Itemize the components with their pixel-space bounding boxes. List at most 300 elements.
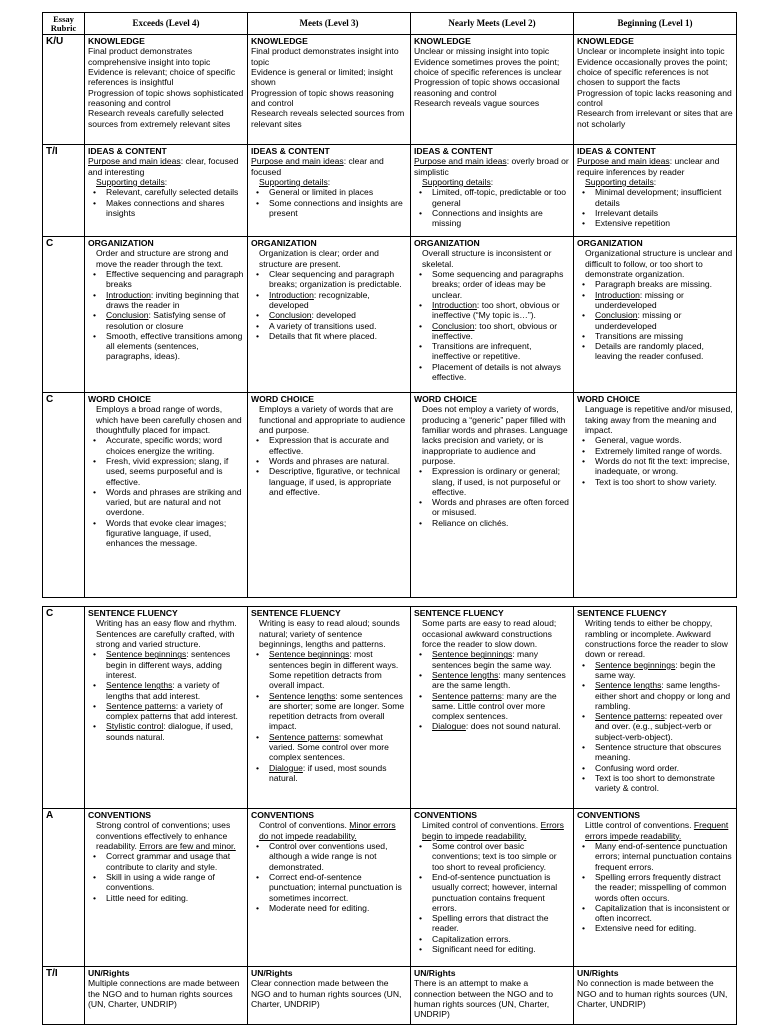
purpose-label: Purpose and main ideas [88,156,181,167]
list-item: • Relevant, carefully selected details [88,187,244,197]
list-item: • Makes connections and shares insights [88,198,244,219]
list-item [414,362,570,383]
descriptor-list [577,187,733,228]
list-item-text: : does not sound natural. [465,721,561,732]
intro-text: Language is repetitive and/or misused, taking away from the meaning and impact. [585,404,733,435]
rubric-cell [85,607,248,809]
list-item-text: : missing or underdeveloped [595,289,684,310]
criterion-title: CONVENTIONS [414,810,478,820]
supporting-details-line: Supporting details: [585,176,657,187]
rubric-cell [574,607,737,809]
supporting-details-label: Supporting details [585,176,654,187]
descriptor-intro [251,618,407,649]
level-3-heading: Meets (Level 3) [248,13,411,35]
list-item-label: Sentence beginnings [106,649,187,660]
list-item: • Reliance on clichés. [414,518,570,528]
rubric-cell [248,145,411,237]
intro-text: Little control of conventions. [585,820,694,831]
purpose-text: : unclear and require inferences by reader [577,156,720,177]
list-item-label: Conclusion [432,320,475,331]
list-item-text: : most sentences begin in different ways. Some repetition detracts from overall impact. [269,649,399,691]
supporting-details-label: Supporting details [259,176,328,187]
descriptor-list [414,187,570,228]
purpose-label: Purpose and main ideas [251,156,344,167]
criterion-title: ORGANIZATION [414,238,480,248]
list-item-text: : too short, obvious or ineffective. [432,320,558,341]
descriptor-intro [577,820,733,841]
intro-text: Employs a variety of words that are functional and appropriate to audience and purpose. [259,404,406,435]
supporting-details-label: Supporting details [422,176,491,187]
list-item-text: Text is too short to demonstrate variety & control. [595,773,715,794]
list-item-text: : if used, most sounds natural. [269,762,387,783]
intro-emphasis: Errors begin to impede readability. [422,820,564,841]
list-item [88,331,244,362]
list-item-text: : somewhat varied. Some control over more complex sentences. [269,731,389,763]
list-item: • Some connections and insights are present [251,198,407,219]
criterion-title: IDEAS & CONTENT [414,146,493,156]
descriptor-list [577,435,733,487]
rubric-cell [248,607,411,809]
list-item-text: : inviting beginning that draws the reader in [106,289,239,310]
rubric-cell [411,809,574,967]
descriptor-intro [251,404,407,435]
criterion-title: SENTENCE FLUENCY [414,608,504,618]
descriptor-list [577,841,733,934]
purpose-text: : clear, focused and interesting [88,156,239,177]
descriptor-list [414,841,570,954]
descriptor-intro [251,820,407,841]
list-item: • Irrelevant details [577,208,733,218]
list-item: • Control over conventions used, although a wide range is not demonstrated. [251,841,407,872]
rubric-row [43,967,737,1025]
descriptor-list [251,269,407,341]
list-item-label: Conclusion [106,310,149,321]
rubric-cell [411,967,574,1025]
descriptor-intro [414,248,570,269]
list-item-text: : a variety of complex patterns that add interest. [106,700,238,722]
criterion-title: ORGANIZATION [251,238,317,248]
list-item-text: : missing or underdeveloped [595,310,682,331]
criterion-title: UN/Rights [251,968,293,978]
descriptor-intro [414,618,570,649]
criterion-title: UN/Rights [577,968,619,978]
list-item: • Descriptive, figurative, or technical language, if used, is appropriate and effective. [251,466,407,497]
list-item: • Limited, off-topic, predictable or too general [414,187,570,208]
list-item-label: Introduction [106,289,151,300]
purpose-text: : clear and focused [251,156,384,177]
list-item [577,660,733,681]
list-item [577,773,733,794]
descriptor-line: Research from irrelevant or sites that are not scholarly [577,108,733,129]
intro-emphasis: Frequent errors impede readability. [585,820,729,841]
rubric-cell [85,393,248,598]
descriptor-line: Evidence sometimes proves the point; choice of specific references is unclear [414,56,562,77]
list-item-text: : many sentences are the same length. [432,669,566,691]
list-item [88,701,244,722]
list-item-label: Stylistic control [106,721,164,732]
list-item-text: : many sentences begin the same way. [432,649,552,670]
list-item [251,269,407,290]
list-item: • Expression that is accurate and effective. [251,435,407,456]
descriptor-line: Progression of topic shows sophisticated reasoning and control [88,87,244,108]
descriptor-line: Evidence is general or limited; insight shown [251,66,393,88]
rubric-table-part-2 [42,606,737,1025]
criterion-title: WORD CHOICE [577,394,641,404]
list-item [414,269,570,300]
list-item: • Little need for editing. [88,893,244,903]
rubric-cell [574,145,737,237]
descriptor-intro [88,618,244,649]
list-item-text: Details are randomly placed, leaving the reader confused. [595,341,704,362]
list-item [414,321,570,342]
rubric-cell [248,35,411,145]
list-item-text: Effective sequencing and paragraph breaks [106,268,244,290]
rubric-cell [248,809,411,967]
descriptor-intro [577,248,733,279]
descriptor-list [88,851,244,903]
list-item [88,649,244,680]
purpose-line [577,156,733,177]
rubric-cell [574,35,737,145]
criterion-title: KNOWLEDGE [577,36,634,46]
criterion-title: UN/Rights [88,968,130,978]
criterion-title: SENTENCE FLUENCY [577,608,667,618]
list-item: • Expression is ordinary or general; slang, if used, is not purposeful or effective. [414,466,570,497]
descriptor-line: Multiple connections are made between the NGO and to human rights sources (UN, Charter, UNDRIP) [88,978,240,1009]
list-item [251,649,407,690]
list-item: • End-of-sentence punctuation is usually correct; however, internal punctuation contains frequent errors. [414,872,570,913]
rubric-row [43,809,737,967]
list-item: • Spelling errors that distract the reader. [414,913,570,934]
supporting-details-label: Supporting details [96,176,165,187]
list-item-text: Clear sequencing and paragraph breaks; organization is predictable. [269,268,402,290]
list-item-text: : some sentences are shorter; some are longer. Some repetition detracts from overall impact. [269,690,405,732]
list-item: • Words and phrases are striking and varied, but are natural and not overdone. [88,487,244,518]
list-item [414,649,570,670]
list-item: • Capitalization errors. [414,934,570,944]
list-item [414,721,570,731]
descriptor-list [88,269,244,362]
list-item: • Moderate need for editing. [251,903,407,913]
list-item-label: Sentence patterns [269,731,339,742]
criterion-title: KNOWLEDGE [88,36,145,46]
rubric-corner-label: Essay Rubric [43,13,85,35]
category-code: T/I [43,145,85,237]
list-item: • Words and phrases are natural. [251,456,407,466]
criterion-title: UN/Rights [414,968,456,978]
list-item-text: Confusing word order. [595,762,680,773]
list-item-label: Sentence lengths [595,680,662,691]
list-item: • General, vague words. [577,435,733,445]
list-item-text: : a variety of lengths that add interest. [106,680,220,701]
list-item-text: Transitions are infrequent, ineffective or repetitive. [432,341,532,362]
descriptor-line: Progression of topic shows reasoning and control [251,87,394,108]
list-item-text: : dialogue, if used, sounds natural. [106,721,234,742]
rubric-cell [248,967,411,1025]
list-item: • Spelling errors frequently distract the reader; misspelling of common words often occurs. [577,872,733,903]
rubric-cell [411,237,574,393]
intro-text: Control of conventions. [259,820,350,831]
list-item-text: : same lengths- either short and choppy or long and rambling. [595,680,731,711]
list-item [251,331,407,341]
list-item-label: Sentence patterns [595,711,665,722]
descriptor-intro [88,248,244,269]
rubric-row [43,607,737,809]
descriptor-intro [577,404,733,435]
list-item-label: Sentence beginnings [269,649,350,660]
list-item: • Minimal development; insufficient details [577,187,733,208]
category-code: C [43,237,85,393]
criterion-title: ORGANIZATION [88,238,154,248]
category-code: C [43,393,85,598]
rubric-row [43,35,737,145]
rubric-row [43,145,737,237]
rubric-cell [574,809,737,967]
list-item [251,763,407,784]
rubric-row [43,237,737,393]
criterion-title: WORD CHOICE [414,394,478,404]
purpose-line [414,156,570,177]
criterion-title: WORD CHOICE [88,394,152,404]
list-item: • General or limited in places [251,187,407,197]
descriptor-list [88,649,244,742]
rubric-cell [574,237,737,393]
list-item: • Words that evoke clear images; figurative language, if used, enhances the message. [88,518,244,549]
list-item: • Connections and insights are missing [414,208,570,229]
descriptor-line: Research reveals selected sources from relevant sites [251,108,405,129]
list-item-text: : Satisfying sense of resolution or closure [106,310,226,331]
rubric-header-row [43,13,737,35]
list-item-label: Sentence beginnings [432,649,513,660]
descriptor-line: Research reveals carefully selected sources from extremely relevant sites [88,108,231,129]
intro-text: Some parts are easy to read aloud; occasional awkward constructions force the reader to slow down. [422,618,557,649]
list-item-label: Introduction [269,289,314,300]
rubric-cell [411,607,574,809]
purpose-text: : overly broad or simplistic [414,156,569,177]
level-4-heading: Exceeds (Level 4) [85,13,248,35]
list-item-text: : recognizable, developed [269,289,370,310]
list-item: • Skill in using a wide range of conventions. [88,872,244,893]
list-item [414,691,570,722]
list-item: • Many end-of-sentence punctuation errors; internal punctuation contains frequent errors. [577,841,733,872]
intro-text: Employs a broad range of words, which have been carefully chosen and thoughtfully placed for impact. [96,404,242,435]
list-item [577,290,733,311]
descriptor-intro [414,820,570,841]
intro-emphasis: Errors are few and minor. [139,840,236,851]
descriptor-intro [251,248,407,269]
list-item: • Fresh, vivid expression; slang, if used, seems purposeful and is effective. [88,456,244,487]
descriptor-intro [414,404,570,466]
list-item-text: A variety of transitions used. [269,320,377,331]
list-item-text: : developed [311,310,356,321]
list-item-text: Details that fit where placed. [269,330,377,341]
list-item [88,269,244,290]
rubric-cell [411,393,574,598]
list-item-text: Smooth, effective transitions among all elements (sentences, paragraphs, ideas). [106,330,243,362]
descriptor-line: There is an attempt to make a connection between the NGO and to human rights sources (UN, Charter, UNDRIP) [414,978,554,1020]
list-item-text: Placement of details is not always effective. [432,361,561,383]
list-item [251,310,407,320]
list-item [251,321,407,331]
list-item-text: : too short, obvious or ineffective (“My topic is…”). [432,299,560,321]
criterion-title: CONVENTIONS [251,810,315,820]
list-item [88,310,244,331]
list-item-text: Paragraph breaks are missing. [595,279,713,290]
list-item-label: Sentence beginnings [595,659,676,670]
list-item [88,680,244,701]
descriptor-line: Research reveals vague sources [414,97,540,108]
descriptor-line: Progression of topic lacks reasoning and control [577,87,732,108]
level-2-heading: Nearly Meets (Level 2) [411,13,574,35]
level-1-heading: Beginning (Level 1) [574,13,737,35]
criterion-title: SENTENCE FLUENCY [251,608,341,618]
criterion-title: CONVENTIONS [88,810,152,820]
list-item-text: : sentences begin in different ways, adding interest. [106,649,231,680]
list-item-label: Sentence lengths [106,680,173,691]
list-item: • Capitalization that is inconsistent or often incorrect. [577,903,733,924]
criterion-title: IDEAS & CONTENT [251,146,330,156]
criterion-title: ORGANIZATION [577,238,643,248]
intro-text: Limited control of conventions. [422,820,541,831]
list-item-label: Sentence lengths [432,669,499,680]
rubric-cell [85,35,248,145]
category-code: A [43,809,85,967]
list-item-text: Sentence structure that obscures meaning. [595,742,722,763]
rubric-cell [85,809,248,967]
descriptor-list [251,841,407,913]
purpose-label: Purpose and main ideas [414,156,507,167]
list-item-label: Sentence lengths [269,690,336,701]
descriptor-intro [88,404,244,435]
list-item [577,310,733,331]
list-item [414,670,570,691]
descriptor-list [414,466,570,528]
intro-emphasis: Minor errors do not impede readability. [259,820,396,841]
list-item [577,279,733,289]
descriptor-line: Final product demonstrates insight into topic [251,46,399,67]
rubric-cell [85,237,248,393]
descriptor-list [414,649,570,732]
intro-text: Organizational structure is unclear and difficult to follow, or too short to demonstrate organization. [585,248,733,279]
rubric-cell [574,967,737,1025]
list-item [251,732,407,763]
list-item: • Some control over basic conventions; text is too simple or too short to reveal proficiency. [414,841,570,872]
descriptor-line: Final product demonstrates comprehensive insight into topic [88,46,211,67]
criterion-title: CONVENTIONS [577,810,641,820]
list-item: • Correct end-of-sentence punctuation; internal punctuation is sometimes incorrect. [251,872,407,903]
intro-text: Strong control of conventions; uses conventions effectively to enhance readability. [96,820,231,851]
list-item-text: : repeated over and over. (e.g., subject-verb or subject-verb-object). [595,711,723,742]
descriptor-line: No connection is made between the NGO and to human rights sources (UN, Charter, UNDRIP) [577,978,728,1009]
descriptor-list [251,435,407,497]
descriptor-list [251,187,407,218]
criterion-title: IDEAS & CONTENT [577,146,656,156]
list-item-text: : begin the same way. [595,659,716,680]
list-item [577,711,733,742]
list-item [577,680,733,711]
rubric-cell [411,145,574,237]
list-item-label: Dialogue [432,721,466,732]
list-item-text: : many are the same. Little control over more complex sentences. [432,690,557,722]
purpose-line [88,156,244,177]
intro-text: Overall structure is inconsistent or skeletal. [422,248,552,269]
purpose-line [251,156,407,177]
intro-text: Order and structure are strong and move the reader through the text. [96,248,229,269]
category-code: T/I [43,967,85,1025]
list-item: • Words do not fit the text: imprecise, inadequate, or wrong. [577,456,733,477]
rubric-cell [248,237,411,393]
list-item: • Extremely limited range of words. [577,446,733,456]
list-item [577,742,733,763]
criterion-title: IDEAS & CONTENT [88,146,167,156]
purpose-label: Purpose and main ideas [577,156,670,167]
supporting-details-line: Supporting details: [422,176,494,187]
descriptor-line: Unclear or missing insight into topic [414,46,550,57]
list-item [577,331,733,341]
list-item-label: Conclusion [595,310,638,321]
list-item [577,763,733,773]
list-item [414,300,570,321]
list-item: • Text is too short to show variety. [577,477,733,487]
descriptor-list [88,435,244,548]
descriptor-line: Clear connection made between the NGO and to human rights sources (UN, Charter, UNDRIP) [251,978,402,1009]
rubric-row [43,393,737,598]
rubric-cell [574,393,737,598]
category-code: C [43,607,85,809]
intro-text: Writing is easy to read aloud; sounds natural; variety of sentence beginnings, lengths and patterns. [259,618,400,649]
descriptor-list [88,187,244,218]
criterion-title: SENTENCE FLUENCY [88,608,178,618]
descriptor-line: Evidence is relevant; choice of specific references is insightful [88,66,236,88]
criterion-title: KNOWLEDGE [414,36,471,46]
list-item-label: Dialogue [269,762,303,773]
list-item [251,691,407,732]
category-code: K/U [43,35,85,145]
rubric-table-part-1 [42,12,737,598]
list-item-text: Some sequencing and paragraphs breaks; order of ideas may be unclear. [432,268,564,300]
rubric-cell [411,35,574,145]
intro-text: Writing tends to either be choppy, rambling or incomplete. Awkward constructions force the reader to slow down or reread. [585,618,728,660]
list-item: • Extensive repetition [577,218,733,228]
descriptor-list [577,660,733,794]
descriptor-line: Unclear or incomplete insight into topic [577,46,725,57]
list-item [577,341,733,362]
list-item: • Extensive need for editing. [577,923,733,933]
intro-text: Organization is clear; order and structure are present. [259,248,379,269]
list-item-label: Conclusion [269,310,312,321]
list-item-label: Introduction [595,289,640,300]
list-item: • Significant need for editing. [414,944,570,954]
descriptor-intro [88,820,244,851]
rubric-cell [248,393,411,598]
criterion-title: WORD CHOICE [251,394,315,404]
list-item: • Accurate, specific words; word choices energize the writing. [88,435,244,456]
list-item [88,721,244,742]
criterion-title: KNOWLEDGE [251,36,308,46]
list-item-label: Sentence patterns [106,700,176,711]
descriptor-list [414,269,570,382]
list-item: • Correct grammar and usage that contribute to clarity and style. [88,851,244,872]
descriptor-list [251,649,407,783]
list-item: • Words and phrases are often forced or misused. [414,497,570,518]
list-item-label: Introduction [432,299,477,310]
list-item-label: Sentence patterns [432,690,502,701]
intro-text: Does not employ a variety of words, producing a “generic” paper filled with familiar words and phrases. Language lacks precision and variety, or is inappropriate to audience and purpose. [422,404,568,466]
list-item [414,341,570,362]
list-item [251,290,407,311]
list-item-text: Transitions are missing [595,330,684,341]
descriptor-intro [577,618,733,659]
